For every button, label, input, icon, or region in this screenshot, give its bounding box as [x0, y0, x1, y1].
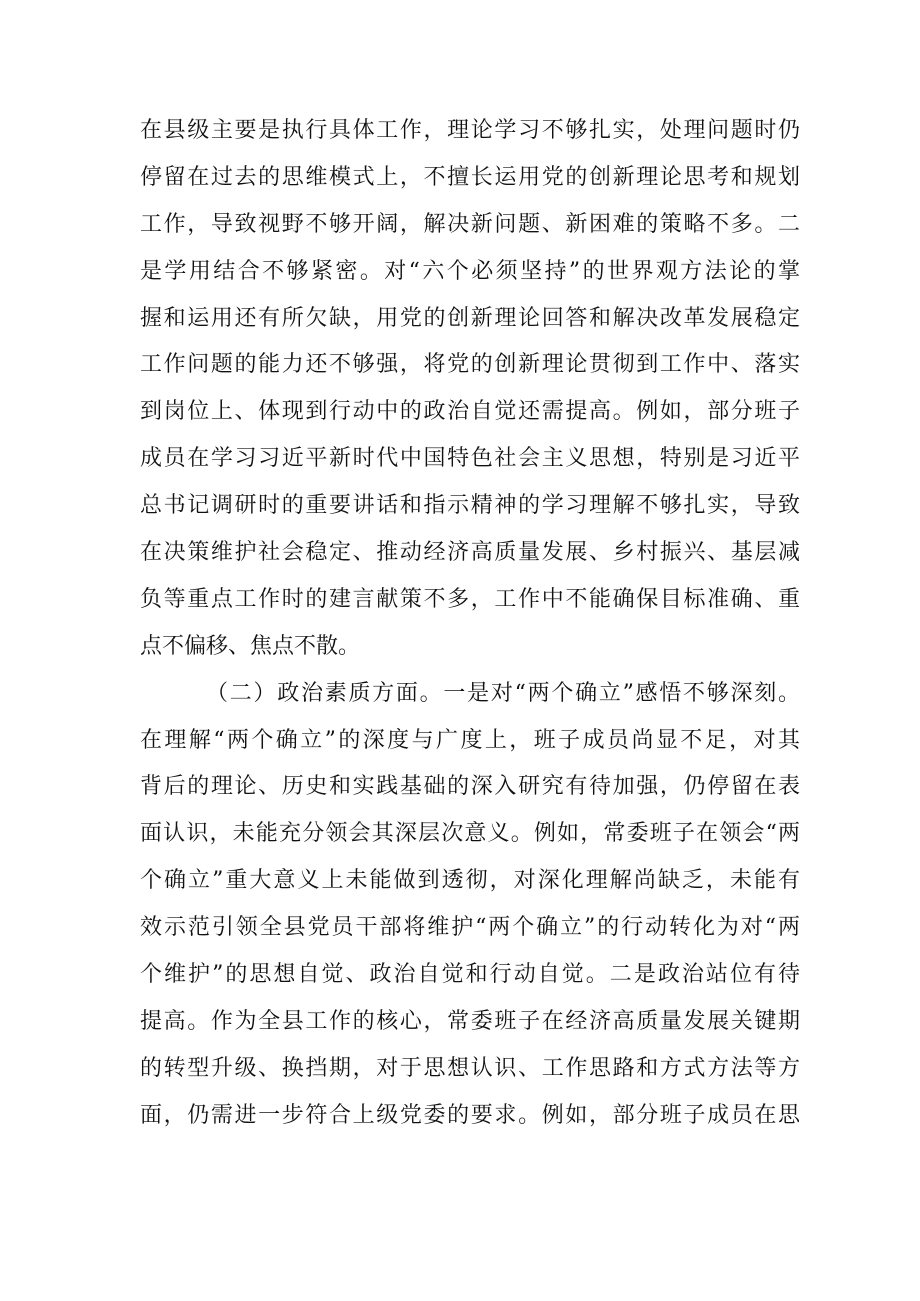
text-line: 握和运用还有所欠缺，用党的创新理论回答和解决改革发展稳定: [140, 305, 800, 331]
text-line: 工作，导致视野不够开阔，解决新问题、新困难的策略不多。二: [140, 211, 800, 237]
text-line: 面，仍需进一步符合上级党委的要求。例如，部分班子成员在思: [140, 1102, 800, 1128]
text-line: 的转型升级、换挡期，对于思想认识、工作思路和方式方法等方: [140, 1055, 800, 1081]
text-line: 个维护”的思想自觉、政治自觉和行动自觉。二是政治站位有待: [140, 962, 800, 988]
text-line: 是学用结合不够紧密。对“六个必须坚持”的世界观方法论的掌: [140, 258, 800, 284]
text-line: 总书记调研时的重要讲话和指示精神的学习理解不够扎实，导致: [140, 493, 800, 519]
text-line: 在理解“两个确立”的深度与广度上，班子成员尚显不足，对其: [140, 727, 800, 753]
text-line: 成员在学习习近平新时代中国特色社会主义思想，特别是习近平: [140, 446, 800, 472]
text-line: 背后的理论、历史和实践基础的深入研究有待加强，仍停留在表: [140, 774, 800, 800]
text-line: 到岗位上、体现到行动中的政治自觉还需提高。例如，部分班子: [140, 399, 800, 425]
text-line: 负等重点工作时的建言献策不多，工作中不能确保目标准确、重: [140, 586, 800, 612]
text-line: 点不偏移、焦点不散。: [140, 633, 361, 659]
text-line: 在决策维护社会稳定、推动经济高质量发展、乡村振兴、基层减: [140, 540, 800, 566]
text-line: 在县级主要是执行具体工作，理论学习不够扎实，处理问题时仍: [140, 118, 800, 143]
section-heading-line: （二）政治素质方面。一是对“两个确立”感悟不够深刻。: [206, 680, 800, 706]
text-line: 效示范引领全县党员干部将维护“两个确立”的行动转化为对“两: [140, 915, 800, 941]
text-line: 提高。作为全县工作的核心，常委班子在经济高质量发展关键期: [140, 1008, 800, 1034]
text-line: 工作问题的能力还不够强，将党的创新理论贯彻到工作中、落实: [140, 352, 800, 378]
text-line: 个确立”重大意义上未能做到透彻，对深化理解尚缺乏，未能有: [140, 868, 800, 894]
body-text: [140, 108, 800, 1140]
text-line: 停留在过去的思维模式上，不擅长运用党的创新理论思考和规划: [140, 164, 800, 190]
text-line: 面认识，未能充分领会其深层次意义。例如，常委班子在领会“两: [140, 821, 800, 847]
